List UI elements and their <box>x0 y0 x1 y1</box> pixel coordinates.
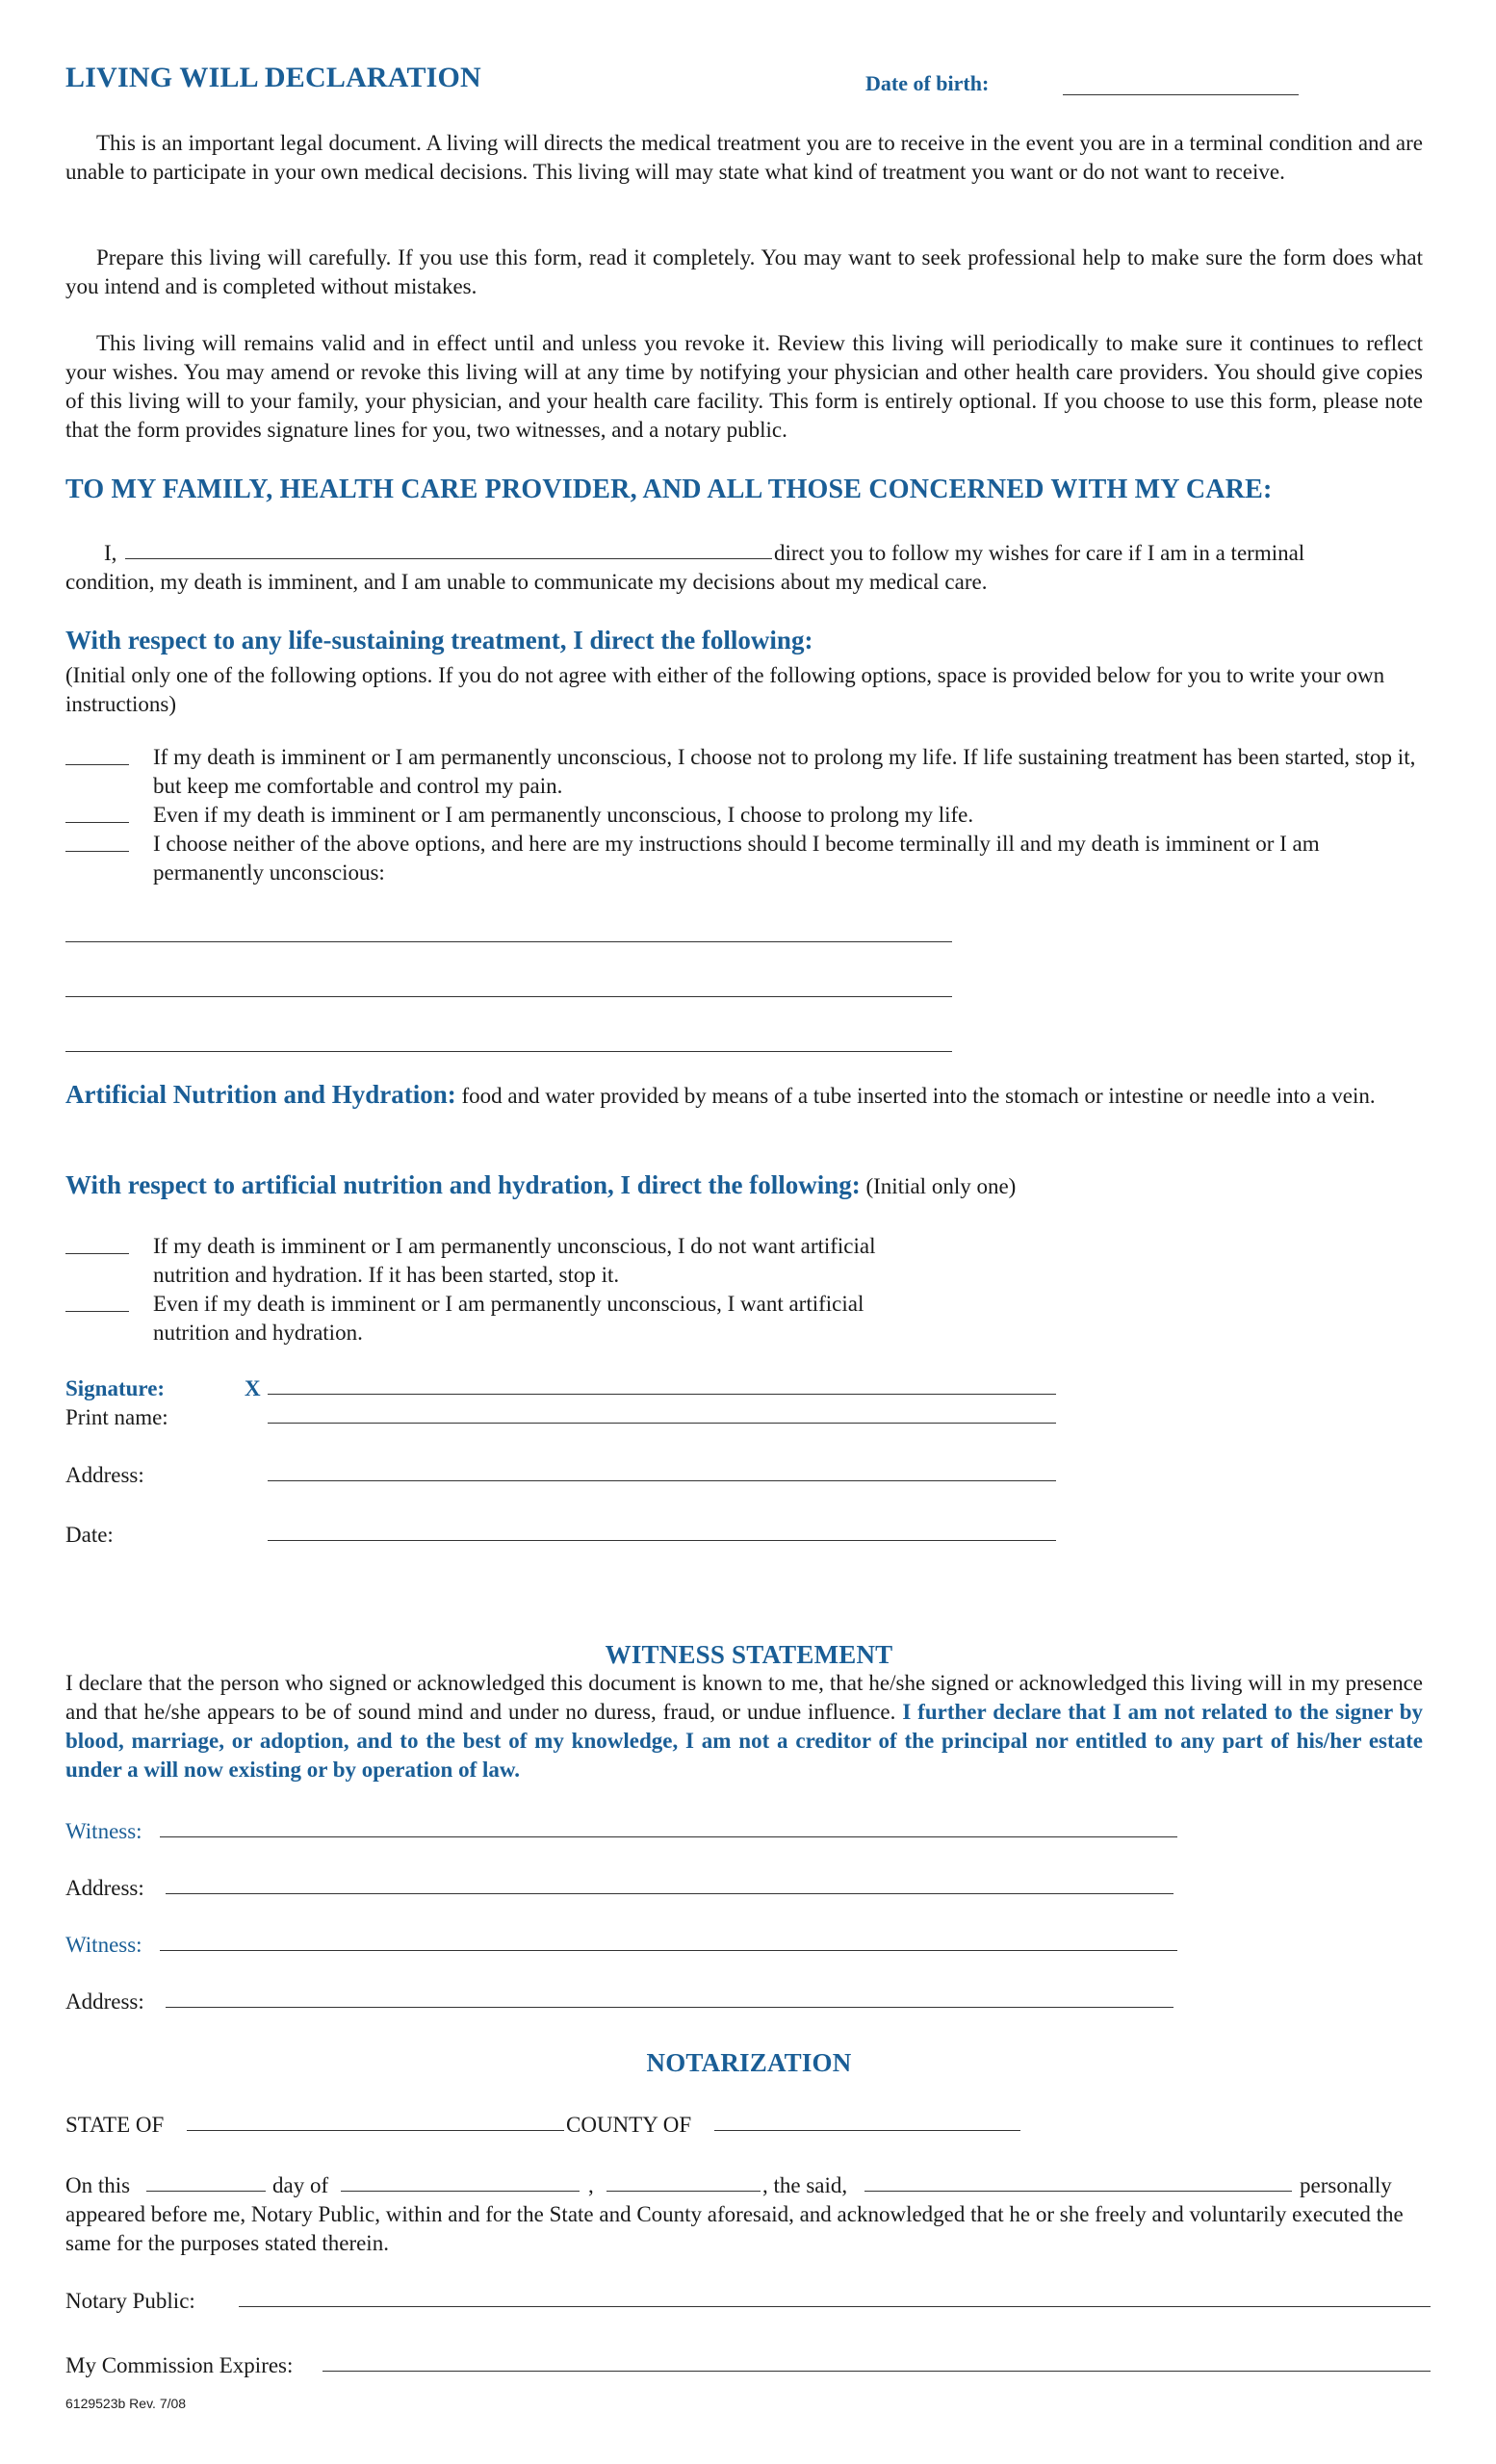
option-text: I choose neither of the above options, and here are my instructions should I become terminally ill and my death is imminent or I am permanently unconscious: <box>153 832 1320 885</box>
initial-field[interactable] <box>65 1232 129 1254</box>
date-comma: , <box>588 2173 594 2197</box>
signature-label: Signature: <box>65 1376 166 1400</box>
day-of-label: day of <box>272 2173 329 2197</box>
page-title: LIVING WILL DECLARATION <box>65 62 481 93</box>
signer-address-field[interactable] <box>268 1480 1056 1481</box>
nutrition-definition <box>65 1080 1423 1111</box>
dob-label: Date of birth: <box>865 71 990 95</box>
county-label: COUNTY OF <box>566 2113 692 2137</box>
instructions-line-2[interactable] <box>65 996 952 997</box>
dob-field[interactable] <box>1063 94 1299 95</box>
witness-statement <box>65 1669 1423 1784</box>
nutrition-heading-note: (Initial only one) <box>865 1174 1017 1198</box>
the-said-label: , the said, <box>762 2173 848 2197</box>
notary-month-field[interactable] <box>341 2191 580 2192</box>
initial-field[interactable] <box>65 830 129 852</box>
instructions-line-1[interactable] <box>65 941 952 942</box>
on-this-label: On this <box>65 2173 131 2197</box>
witness-statement-emphasis: I further declare that I am not related to the signer by blood, marriage, or adoption, and to the best of my knowledge, I am not a creditor of the principal nor entitled to any part of his/her estate under a will now existing or by operation of law. <box>65 1700 1424 1782</box>
signer-address-label: Address: <box>65 1463 144 1487</box>
option-text: If my death is imminent or I am permanently unconscious, I choose not to prolong my life. If life sustaining treatment has been started, stop it, but keep me comfortable and control my pain. <box>153 745 1416 798</box>
witness-1-address-label: Address: <box>65 1876 144 1900</box>
nutrition-term: Artificial Nutrition and Hydration: <box>65 1080 456 1109</box>
notary-year-field[interactable] <box>606 2191 761 2192</box>
print-name-field[interactable] <box>268 1423 1056 1424</box>
state-field[interactable] <box>187 2130 564 2131</box>
signature-x-mark: X <box>245 1376 261 1400</box>
life-sustaining-heading: With respect to any life-sustaining treatment, I direct the following: <box>65 626 813 654</box>
commission-label: My Commission Expires: <box>65 2353 294 2377</box>
option-text: Even if my death is imminent or I am permanently unconscious, I want artificial nutrition and hydration. <box>153 1292 864 1345</box>
intro-paragraph-2: Prepare this living will carefully. If you use this form, read it completely. You may want to seek professional help to make sure the form does what you intend and is completed without mistakes. <box>65 245 1423 298</box>
signer-date-label: Date: <box>65 1523 114 1547</box>
notarization-body: appeared before me, Notary Public, within and for the State and County aforesaid, and acknowledged that he or she freely and voluntarily executed the same for the purposes stated therein. <box>65 2202 1404 2255</box>
witness-2-field[interactable] <box>160 1950 1177 1951</box>
form-code: 6129523b Rev. 7/08 <box>65 2396 187 2411</box>
witness-statement-text: I declare that the person who signed or acknowledged this document is known to me, that he/she signed or acknowledged this living will in my presence and that he/she appears to be of sound mind and under no duress, fraud, or undue influence. <box>65 1671 1423 1724</box>
declarant-line-2: condition, my death is imminent, and I am unable to communicate my decisions about my medical care. <box>65 570 988 594</box>
notary-signer-name-field[interactable] <box>864 2191 1292 2192</box>
notary-public-field[interactable] <box>239 2306 1431 2307</box>
declarant-prefix: I, <box>104 541 117 565</box>
nutrition-heading-row <box>65 1170 1016 1201</box>
signer-date-field[interactable] <box>268 1540 1056 1541</box>
declarant-suffix: direct you to follow my wishes for care if I am in a terminal <box>774 541 1305 565</box>
life-sustaining-instructions: (Initial only one of the following options. If you do not agree with either of the following options, space is provided below for you to write your own instructions) <box>65 663 1385 716</box>
personally-label: personally <box>1300 2173 1392 2197</box>
option-text: If my death is imminent or I am permanently unconscious, I do not want artificial nutrition and hydration. If it has been started, stop it. <box>153 1234 876 1287</box>
county-field[interactable] <box>714 2130 1020 2131</box>
signature-field[interactable] <box>268 1394 1056 1395</box>
witness-2-address-field[interactable] <box>166 2007 1174 2008</box>
notarization-heading: NOTARIZATION <box>646 2048 852 2077</box>
nutrition-heading: With respect to artificial nutrition and hydration, I direct the following: <box>65 1170 861 1199</box>
initial-field[interactable] <box>65 1290 129 1312</box>
print-name-label: Print name: <box>65 1405 168 1429</box>
nutrition-definition-text: food and water provided by means of a tube inserted into the stomach or intestine or needle into a vein. <box>461 1084 1376 1108</box>
intro-paragraph-3: This living will remains valid and in effect until and unless you revoke it. Review this living will periodically to make sure it continues to reflect your wishes. You may amend or revoke this living will at any time by notifying your physician and other health care providers. You should give copies of this living will to your family, your physician, and your health care facility. This form is entirely optional. If you choose to use this form, please note that the form provides signature lines for you, two witnesses, and a notary public. <box>65 331 1423 442</box>
intro-paragraph-1: This is an important legal document. A living will directs the medical treatment you are to receive in the event you are in a terminal condition and are unable to participate in your own medical decisions. This living will may state what kind of treatment you want or do not want to receive. <box>65 131 1423 184</box>
notary-public-label: Notary Public: <box>65 2289 195 2313</box>
instructions-line-3[interactable] <box>65 1051 952 1052</box>
witness-1-label: Witness: <box>65 1819 142 1843</box>
declarant-name-field[interactable] <box>125 558 772 559</box>
initial-field[interactable] <box>65 801 129 823</box>
state-label: STATE OF <box>65 2113 165 2137</box>
witness-1-address-field[interactable] <box>166 1893 1174 1894</box>
commission-field[interactable] <box>322 2371 1431 2372</box>
witness-2-address-label: Address: <box>65 1989 144 2014</box>
concerned-heading: TO MY FAMILY, HEALTH CARE PROVIDER, AND ALL THOSE CONCERNED WITH MY CARE: <box>65 475 1273 504</box>
option-text: Even if my death is imminent or I am permanently unconscious, I choose to prolong my life. <box>153 803 974 827</box>
witness-1-field[interactable] <box>160 1836 1177 1837</box>
witness-2-label: Witness: <box>65 1933 142 1957</box>
witness-heading: WITNESS STATEMENT <box>605 1640 893 1669</box>
initial-field[interactable] <box>65 743 129 765</box>
notary-day-field[interactable] <box>146 2191 266 2192</box>
